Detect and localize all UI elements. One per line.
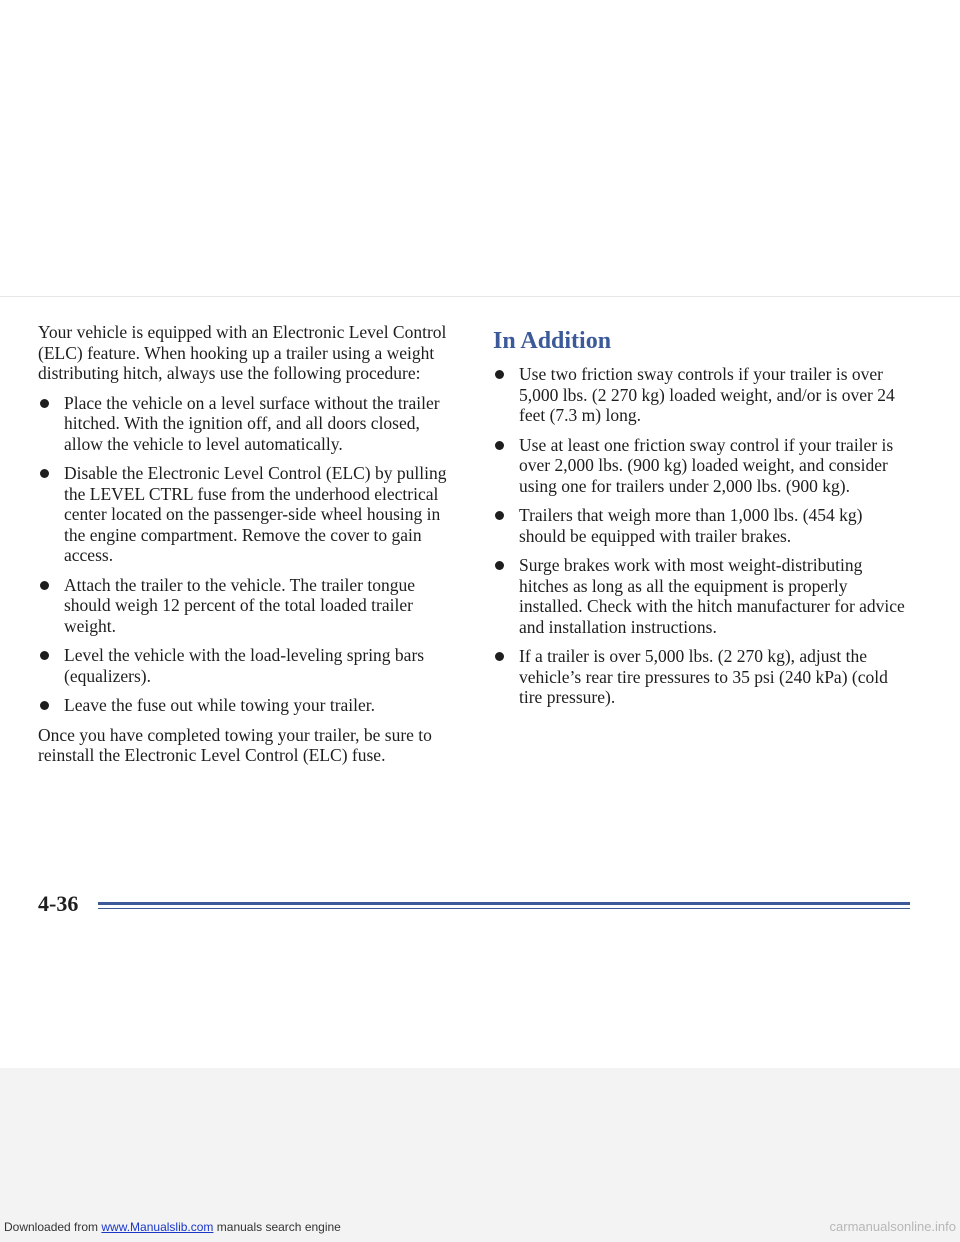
- bullet-icon: [40, 701, 49, 710]
- list-item: [38, 695, 458, 716]
- page-margin-bottom: [0, 1068, 960, 1242]
- list-item-text: Attach the trailer to the vehicle. The trailer tongue should weigh 12 percent of the total loaded trailer weight.: [64, 574, 415, 636]
- section-heading: In Addition: [493, 328, 612, 354]
- bullet-icon: [495, 652, 504, 661]
- list-item-text: Use two friction sway controls if your trailer is over 5,000 lbs. (2 270 kg) loaded weight, and/or is over 24 feet (7.3 m) long.: [519, 364, 895, 425]
- left-column: [38, 322, 458, 775]
- list-item: [493, 505, 913, 546]
- right-column: [493, 322, 913, 717]
- list-item-text: Place the vehicle on a level surface without the trailer hitched. With the ignition off, and all doors closed, allow the vehicle to level automatically.: [64, 392, 440, 454]
- list-item: [493, 364, 913, 426]
- intro-paragraph: Your vehicle is equipped with an Electronic Level Control (ELC) feature. When hooking up a trailer using a weight distributing hitch, always use the following procedure:: [38, 322, 447, 383]
- watermark: carmanualsonline.info: [829, 1219, 956, 1234]
- list-item: [38, 463, 458, 566]
- list-item-text: Disable the Electronic Level Control (ELC) by pulling the LEVEL CTRL fuse from the underhood electrical center located on the passenger-side wheel housing in the engine compartment. Remove the cover to gain access.: [64, 463, 447, 565]
- bullet-icon: [495, 441, 504, 450]
- closing-paragraph: Once you have completed towing your trailer, be sure to reinstall the Electronic Level Control (ELC) fuse.: [38, 724, 432, 765]
- addition-list: [493, 364, 913, 708]
- bullet-icon: [495, 511, 504, 520]
- list-item-text: Leave the fuse out while towing your trailer.: [64, 695, 376, 715]
- bullet-icon: [495, 561, 504, 570]
- page-number: 4-36: [38, 891, 79, 916]
- list-item-text: Level the vehicle with the load-leveling spring bars (equalizers).: [64, 645, 425, 686]
- list-item-text: Trailers that weigh more than 1,000 lbs. (454 kg) should be equipped with trailer brakes.: [519, 505, 863, 546]
- procedure-list: [38, 393, 458, 716]
- list-item: [38, 393, 458, 455]
- banner-suffix: manuals search engine: [213, 1220, 341, 1234]
- list-item-text: Surge brakes work with most weight-distributing hitches as long as all the equipment is properly installed. Check with the hitch manufacturer for advice and installation instructions.: [519, 555, 905, 637]
- list-item-text: If a trailer is over 5,000 lbs. (2 270 kg), adjust the vehicle’s rear tire pressures to 35 psi (240 kPa) (cold tire pressure).: [519, 646, 888, 707]
- manualslib-link[interactable]: www.Manualslib.com: [101, 1220, 214, 1234]
- banner-prefix: Downloaded from: [4, 1220, 102, 1234]
- bullet-icon: [40, 469, 49, 478]
- list-item-text: Use at least one friction sway control if your trailer is over 2,000 lbs. (900 kg) loaded weight, and consider using one for trailers under 2,000 lbs. (900 kg).: [519, 434, 894, 496]
- download-banner: [4, 1219, 341, 1235]
- list-item: [38, 575, 458, 637]
- list-item: [493, 435, 913, 497]
- list-item: [493, 555, 913, 637]
- bullet-icon: [40, 651, 49, 660]
- footer-rule-thin: [98, 908, 910, 909]
- list-item: [38, 645, 458, 686]
- bullet-icon: [495, 370, 504, 379]
- footer-rule: [98, 902, 910, 905]
- bullet-icon: [40, 399, 49, 408]
- list-item: [493, 646, 913, 708]
- bullet-icon: [40, 581, 49, 590]
- top-scan-rule: [0, 296, 960, 297]
